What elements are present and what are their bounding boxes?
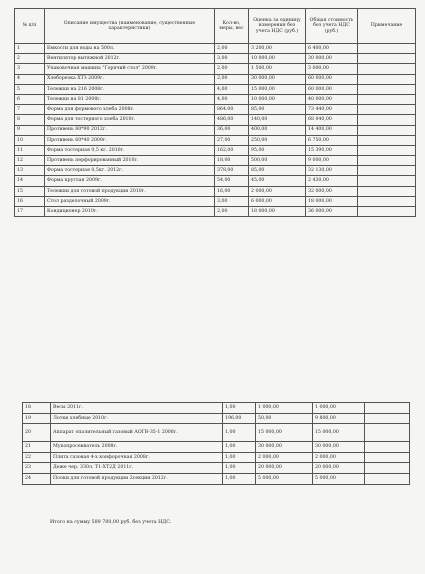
item-name: Форма тостерная 0,5 кг. 2010г. (45, 145, 215, 155)
item-qty: 27,00 (215, 135, 249, 145)
item-note (365, 424, 410, 442)
table-row (15, 156, 416, 166)
row-number: 21 (23, 442, 51, 453)
item-note (365, 442, 410, 453)
item-unit-price: 45,00 (249, 176, 306, 186)
row-number: 13 (15, 166, 45, 176)
item-total: 9 800,00 (313, 413, 365, 424)
item-qty: 54,00 (215, 176, 249, 186)
item-name: Тележки на 216 2008г. (45, 84, 215, 94)
table-row (15, 207, 416, 217)
item-note (358, 105, 416, 115)
header-qty: Кол-во, меры, вес (215, 9, 249, 44)
item-total: 6 400,00 (306, 44, 358, 54)
item-qty: 18,00 (215, 156, 249, 166)
row-number: 22 (23, 452, 51, 463)
item-name: Емкости для воды на 500л. (45, 44, 215, 54)
item-qty: 4,00 (215, 94, 249, 104)
item-note (358, 64, 416, 74)
item-note (358, 54, 416, 64)
item-total: 20 000,00 (313, 463, 365, 474)
totals-line: Итого на сумму 589 780,00 руб. без учета НДС. (50, 520, 172, 525)
item-qty: 36,00 (215, 125, 249, 135)
item-qty: 1,00 (223, 473, 256, 484)
item-unit-price: 1 500,00 (249, 64, 306, 74)
item-name: Плита газовая 4-х конфорочная 2008г. (51, 452, 223, 463)
item-unit-price: 140,00 (249, 115, 306, 125)
table-row (23, 442, 410, 453)
table-row (23, 403, 410, 414)
item-qty: 486,00 (215, 115, 249, 125)
item-qty: 1,00 (223, 463, 256, 474)
item-unit-price: 1 000,00 (256, 403, 313, 414)
row-number: 4 (15, 74, 45, 84)
item-qty: 1,00 (223, 403, 256, 414)
header-num: № п/п (15, 9, 45, 44)
item-total: 60 000,00 (306, 74, 358, 84)
item-total: 32 130,00 (306, 166, 358, 176)
row-number: 2 (15, 54, 45, 64)
item-unit-price: 85,00 (249, 105, 306, 115)
item-note (365, 403, 410, 414)
row-number: 12 (15, 156, 45, 166)
item-name: Весы 2011г. (51, 403, 223, 414)
item-unit-price: 2 000,00 (249, 186, 306, 196)
item-unit-price: 3 200,00 (249, 44, 306, 54)
item-total: 15 390,00 (306, 145, 358, 155)
item-total: 40 000,00 (306, 94, 358, 104)
item-unit-price: 30 000,00 (249, 74, 306, 84)
item-qty: 4,00 (215, 84, 249, 94)
item-note (365, 463, 410, 474)
item-total: 32 000,00 (306, 186, 358, 196)
row-number: 14 (15, 176, 45, 186)
row-number: 5 (15, 84, 45, 94)
item-unit-price: 18 000,00 (249, 207, 306, 217)
table-row (15, 145, 416, 155)
row-number: 23 (23, 463, 51, 474)
item-qty: 1,00 (223, 442, 256, 453)
item-note (365, 413, 410, 424)
row-number: 11 (15, 145, 45, 155)
item-name: Хлеборезка ХТЗ 2009г. (45, 74, 215, 84)
item-name: Стол разделочный 2009г. (45, 196, 215, 206)
item-name: Мукопросеиватель 2008г. (51, 442, 223, 453)
table-row (15, 115, 416, 125)
row-number: 10 (15, 135, 45, 145)
item-unit-price: 250,00 (249, 135, 306, 145)
item-note (358, 84, 416, 94)
item-unit-price: 500,00 (249, 156, 306, 166)
item-note (358, 207, 416, 217)
item-qty: 3,00 (215, 196, 249, 206)
item-name: Упаковочная машина "Горячий стол" 2009г. (45, 64, 215, 74)
item-name: Противень перфорированный 2010г. (45, 156, 215, 166)
table-row (23, 413, 410, 424)
table-row (23, 452, 410, 463)
item-name: Кондиционер 2010г. (45, 207, 215, 217)
item-name: Лотки хлебные 2010г. (51, 413, 223, 424)
item-total: 36 000,00 (306, 207, 358, 217)
item-total: 1 000,00 (313, 403, 365, 414)
item-note (358, 166, 416, 176)
table-header-row (15, 9, 416, 44)
table-row (15, 64, 416, 74)
item-qty: 3,00 (215, 54, 249, 64)
table-row (15, 125, 416, 135)
item-name: Аппарат опалительный газовый АОГВ-35-1 2008г. (51, 424, 223, 442)
row-number: 7 (15, 105, 45, 115)
item-name: Форма для тостерного хлеба 2010г. (45, 115, 215, 125)
row-number: 9 (15, 125, 45, 135)
item-total: 30 000,00 (313, 442, 365, 453)
table-row (15, 94, 416, 104)
item-unit-price: 85,00 (249, 166, 306, 176)
table-row (15, 135, 416, 145)
item-name: Противень 60*40 2009г. (45, 135, 215, 145)
item-total: 18 000,00 (306, 196, 358, 206)
item-note (358, 186, 416, 196)
table-row (15, 74, 416, 84)
table-row (15, 84, 416, 94)
item-qty: 162,00 (215, 145, 249, 155)
item-qty: 1,00 (223, 424, 256, 442)
item-qty: 196,00 (223, 413, 256, 424)
item-note (358, 156, 416, 166)
item-qty: 2,00 (215, 74, 249, 84)
table-row (23, 473, 410, 484)
row-number: 19 (23, 413, 51, 424)
item-total: 6 750,00 (306, 135, 358, 145)
row-number: 3 (15, 64, 45, 74)
item-note (358, 115, 416, 125)
item-note (358, 94, 416, 104)
item-note (365, 473, 410, 484)
item-qty: 16,00 (215, 186, 249, 196)
inventory-table-page2 (22, 402, 410, 485)
item-note (358, 74, 416, 84)
inventory-table-page1 (14, 8, 416, 217)
item-unit-price: 15 000,00 (256, 424, 313, 442)
table-row (15, 166, 416, 176)
item-note (365, 452, 410, 463)
item-name: Форма круглая 2009г. (45, 176, 215, 186)
item-name: Тележки на 81 2008г. (45, 94, 215, 104)
item-name: Вентилятор вытяжной 2012г. (45, 54, 215, 64)
item-unit-price: 400,00 (249, 125, 306, 135)
item-unit-price: 2 000,00 (256, 452, 313, 463)
item-total: 2 430,00 (306, 176, 358, 186)
item-qty: 2,00 (215, 207, 249, 217)
item-qty: 2,00 (215, 64, 249, 74)
item-qty: 864,00 (215, 105, 249, 115)
row-number: 1 (15, 44, 45, 54)
item-unit-price: 30 000,00 (256, 442, 313, 453)
item-name: Форма для формового хлеба 2008г. (45, 105, 215, 115)
item-note (358, 196, 416, 206)
item-note (358, 44, 416, 54)
item-unit-price: 95,00 (249, 145, 306, 155)
item-unit-price: 6 000,00 (249, 196, 306, 206)
table-row (23, 424, 410, 442)
table-row (15, 186, 416, 196)
item-total: 60 000,00 (306, 84, 358, 94)
item-total: 3 000,00 (306, 64, 358, 74)
item-total: 14 400,00 (306, 125, 358, 135)
row-number: 20 (23, 424, 51, 442)
item-unit-price: 10 000,00 (249, 54, 306, 64)
item-name: Противень 80*90 2012г. (45, 125, 215, 135)
item-qty: 378,00 (215, 166, 249, 176)
table-row (15, 105, 416, 115)
item-name: Полки для готовой продукции 2секции 2012г. (51, 473, 223, 484)
table-row (15, 54, 416, 64)
row-number: 6 (15, 94, 45, 104)
table-row (15, 44, 416, 54)
header-total: Общая стоимость без учета НДС (руб.) (306, 9, 358, 44)
row-number: 18 (23, 403, 51, 414)
header-name: Описание имущества (наименование, существенные характеристики) (45, 9, 215, 44)
header-note: Примечание (358, 9, 416, 44)
item-total: 9 000,00 (306, 156, 358, 166)
item-total: 5 000,00 (313, 473, 365, 484)
item-qty: 2,00 (215, 44, 249, 54)
item-note (358, 125, 416, 135)
item-total: 2 000,00 (313, 452, 365, 463)
item-unit-price: 15 000,00 (249, 84, 306, 94)
item-note (358, 176, 416, 186)
header-unit-price: Оценка за единицу измерения без учета НДС (руб.) (249, 9, 306, 44)
row-number: 24 (23, 473, 51, 484)
row-number: 17 (15, 207, 45, 217)
table-row (23, 463, 410, 474)
item-unit-price: 50,00 (256, 413, 313, 424)
item-note (358, 135, 416, 145)
item-total: 73 440,00 (306, 105, 358, 115)
table-row (15, 176, 416, 186)
item-total: 68 040,00 (306, 115, 358, 125)
item-unit-price: 20 000,00 (256, 463, 313, 474)
item-name: Форма тостерная 0,5кг. 2012г. (45, 166, 215, 176)
item-unit-price: 10 000,00 (249, 94, 306, 104)
row-number: 8 (15, 115, 45, 125)
row-number: 16 (15, 196, 45, 206)
item-qty: 1,00 (223, 452, 256, 463)
row-number: 15 (15, 186, 45, 196)
item-note (358, 145, 416, 155)
item-total: 15 000,00 (313, 424, 365, 442)
item-total: 30 000,00 (306, 54, 358, 64)
item-name: Деже чер. 330л. Т1-ХТ2Д 2011г. (51, 463, 223, 474)
item-unit-price: 5 000,00 (256, 473, 313, 484)
table-row (15, 196, 416, 206)
item-name: Тележки для готовой продукции 2010г. (45, 186, 215, 196)
